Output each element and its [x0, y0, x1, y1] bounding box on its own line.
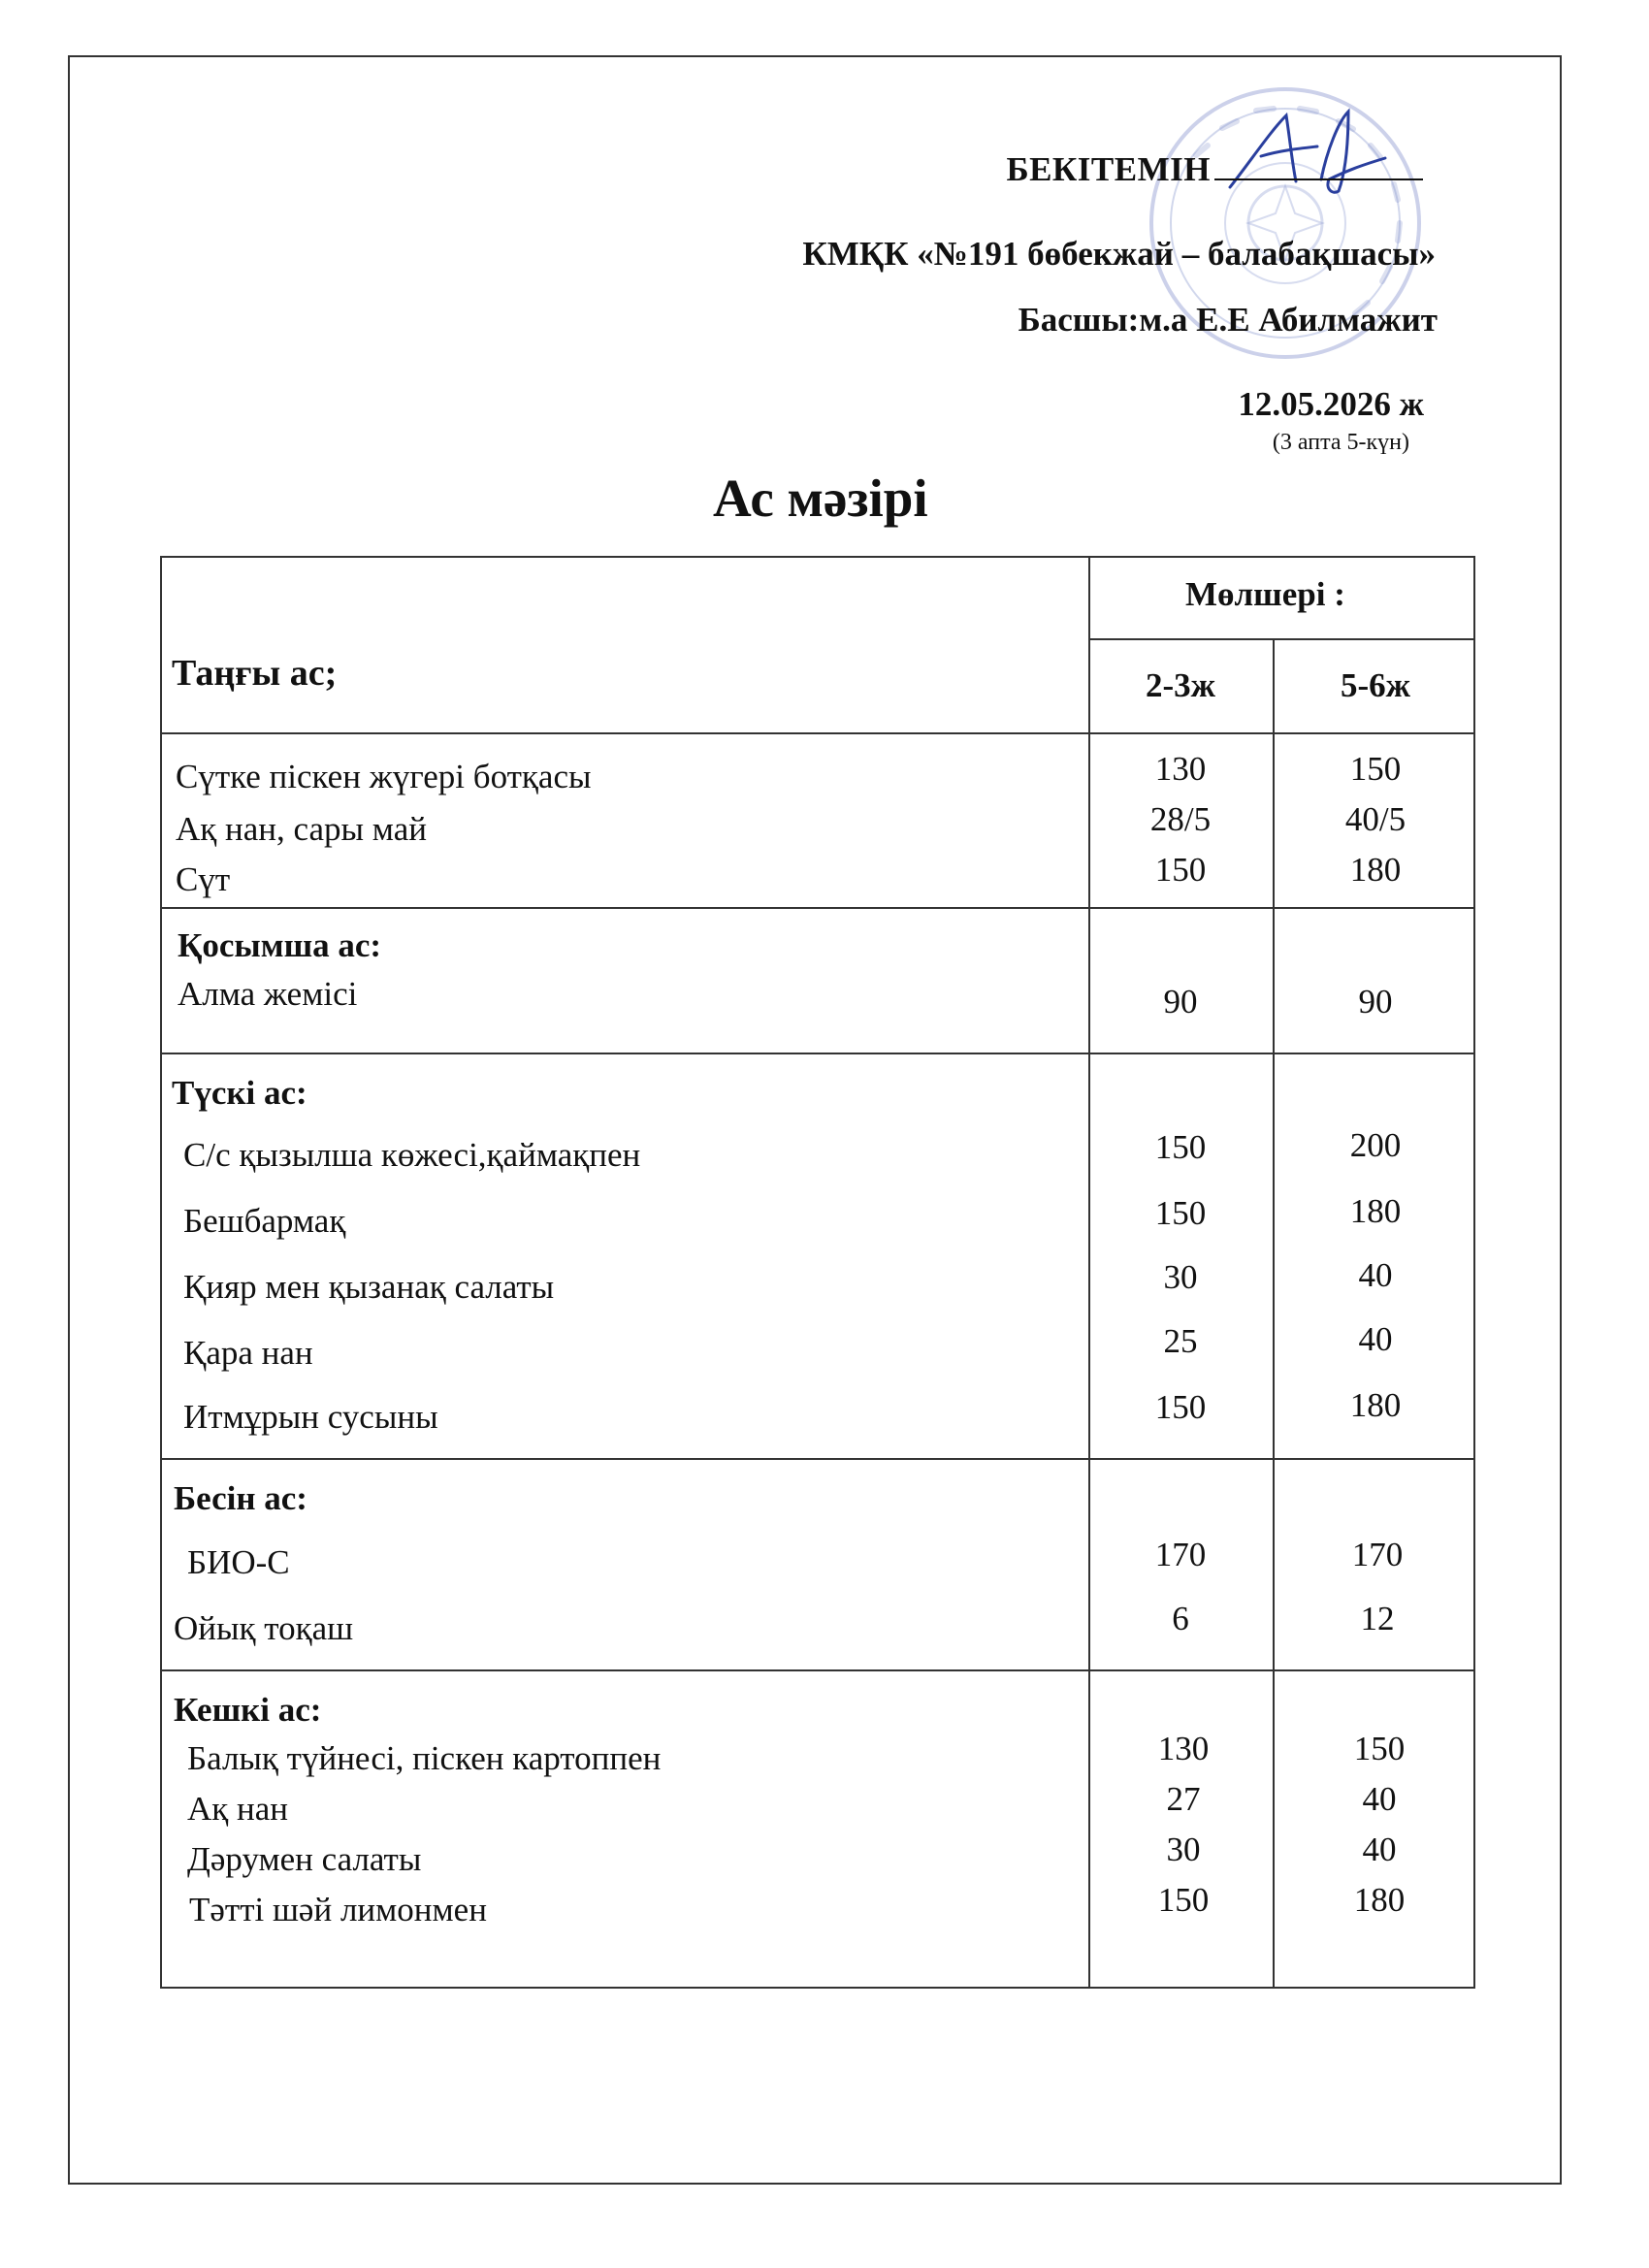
dish-name: С/с қызылша көжесі,қаймақпен [183, 1136, 641, 1174]
section-title-afternoon: Бесін ас: [174, 1479, 307, 1517]
dish-name: Ойық тоқаш [174, 1609, 354, 1647]
dish-quantity-5-6: 180 [1349, 1192, 1402, 1230]
dish-quantity-2-3: 30 [1166, 1831, 1201, 1868]
table-row-divider [160, 732, 1475, 734]
dish-quantity-5-6: 90 [1358, 983, 1393, 1021]
week-day-note: (3 апта 5-күн) [1272, 430, 1409, 455]
section-title-snack: Қосымша ас: [178, 926, 382, 964]
table-col-divider [1273, 638, 1275, 1989]
dish-quantity-5-6: 150 [1353, 1730, 1406, 1767]
dish-quantity-5-6: 180 [1349, 851, 1402, 889]
section-title-dinner: Кешкі ас: [174, 1691, 322, 1729]
table-row-divider [160, 907, 1475, 909]
dish-name: Ақ нан, сары май [176, 810, 427, 848]
organization-name: КМҚК «№191 бөбекжай – балабақшасы» [802, 235, 1436, 273]
dish-quantity-5-6: 40 [1362, 1831, 1397, 1868]
section-title-lunch: Түскі ас: [172, 1074, 307, 1112]
table-border-left [160, 556, 162, 1989]
menu-table [160, 556, 1475, 1989]
table-row-divider [160, 1669, 1475, 1671]
table-header-divider [1088, 638, 1475, 640]
page-title: Ас мәзірі [713, 469, 928, 528]
dish-quantity-5-6: 170 [1351, 1536, 1404, 1573]
dish-quantity-5-6: 40 [1358, 1320, 1393, 1358]
section-title-breakfast: Таңғы ас; [172, 653, 338, 694]
dish-quantity-5-6: 200 [1349, 1126, 1402, 1164]
signature-line [1214, 146, 1423, 180]
table-row-divider [160, 1053, 1475, 1054]
dish-quantity-2-3: 130 [1154, 750, 1207, 788]
dish-name: БИО-С [187, 1543, 290, 1581]
dish-quantity-2-3: 27 [1166, 1780, 1201, 1818]
dish-quantity-5-6: 180 [1349, 1386, 1402, 1424]
dish-quantity-2-3: 30 [1163, 1258, 1198, 1296]
column-header-age-5-6: 5-6ж [1340, 666, 1411, 704]
dish-quantity-2-3: 28/5 [1149, 800, 1212, 838]
column-header-age-2-3: 2-3ж [1145, 666, 1216, 704]
dish-quantity-2-3: 130 [1157, 1730, 1210, 1767]
dish-name: Балық түйнесі, піскен картоппен [187, 1739, 662, 1777]
dish-quantity-5-6: 40 [1358, 1256, 1393, 1294]
dish-name: Итмұрын сусыны [183, 1398, 438, 1436]
dish-quantity-2-3: 150 [1154, 1194, 1207, 1232]
dish-name: Алма жемісі [178, 975, 358, 1013]
dish-name: Сүтке піскен жүгері ботқасы [176, 758, 592, 795]
quantity-header: Мөлшері : [1185, 575, 1345, 613]
head-of-organization: Басшы:м.а Е.Е Абилмажит [1018, 301, 1438, 339]
dish-quantity-2-3: 150 [1154, 1128, 1207, 1166]
approve-line [1006, 146, 1423, 189]
document-date: 12.05.2026 ж [1238, 385, 1424, 423]
table-row-divider [160, 1458, 1475, 1460]
table-border-bottom [160, 1987, 1475, 1989]
table-col-divider [1088, 556, 1090, 1989]
dish-name: Ақ нан [187, 1790, 289, 1828]
dish-quantity-5-6: 150 [1349, 750, 1402, 788]
dish-quantity-2-3: 90 [1163, 983, 1198, 1021]
dish-quantity-2-3: 170 [1154, 1536, 1207, 1573]
table-border-right [1473, 556, 1475, 1989]
dish-quantity-2-3: 150 [1154, 851, 1207, 889]
dish-name: Қара нан [183, 1334, 313, 1372]
dish-quantity-2-3: 150 [1157, 1881, 1210, 1919]
approve-label: БЕКІТЕМІН [1006, 150, 1211, 188]
dish-quantity-2-3: 6 [1172, 1600, 1189, 1637]
dish-quantity-5-6: 40/5 [1344, 800, 1406, 838]
table-border-top [160, 556, 1475, 558]
dish-name: Қияр мен қызанақ салаты [183, 1268, 555, 1306]
dish-name: Тәтті шәй лимонмен [189, 1891, 487, 1928]
dish-name: Бешбармақ [183, 1202, 346, 1240]
dish-quantity-2-3: 25 [1163, 1322, 1198, 1360]
dish-quantity-5-6: 180 [1353, 1881, 1406, 1919]
dish-quantity-5-6: 12 [1360, 1600, 1395, 1637]
dish-name: Сүт [176, 860, 231, 898]
dish-quantity-5-6: 40 [1362, 1780, 1397, 1818]
dish-name: Дәрумен салаты [187, 1840, 422, 1878]
dish-quantity-2-3: 150 [1154, 1388, 1207, 1426]
